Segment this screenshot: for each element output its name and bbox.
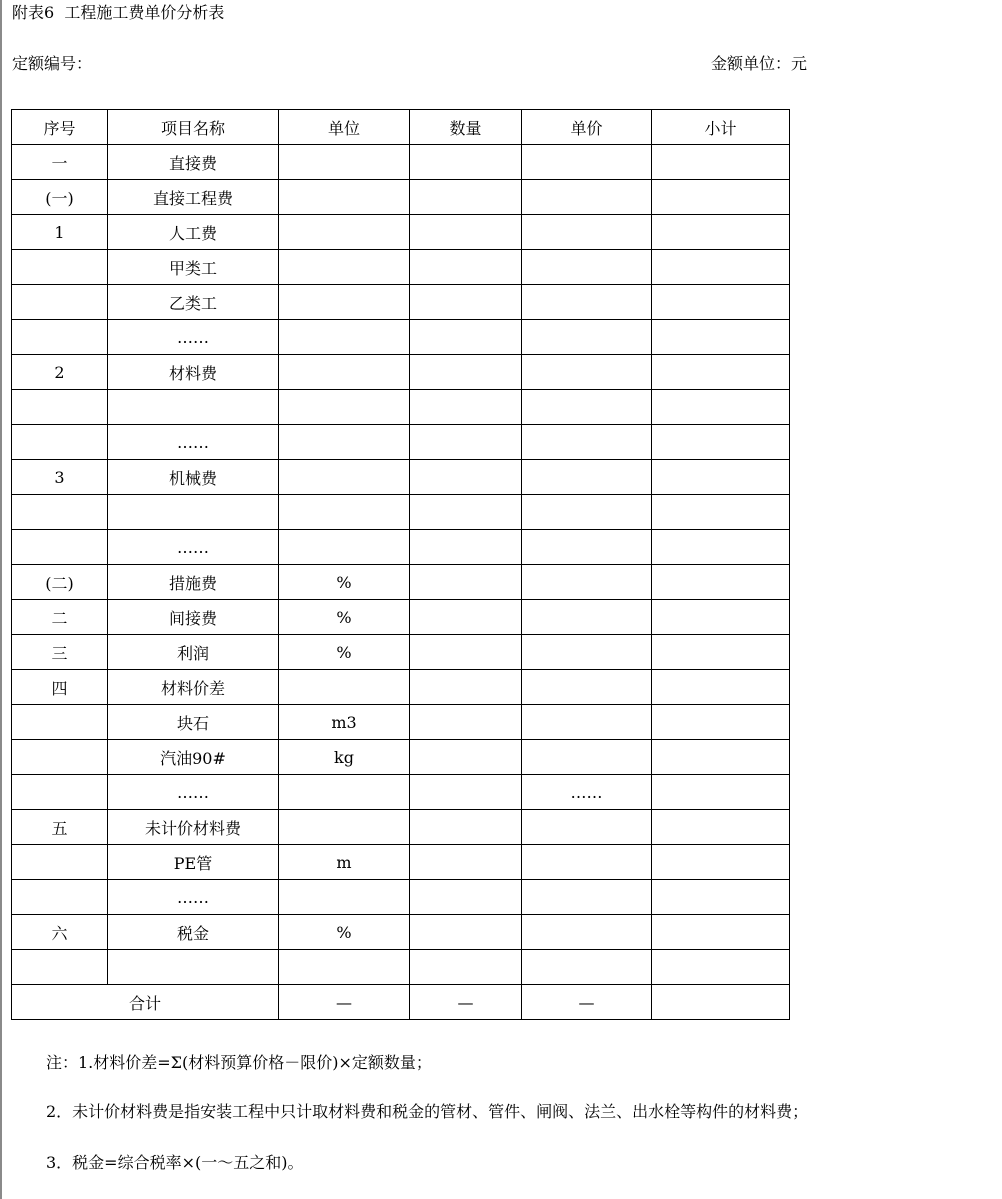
table-row xyxy=(12,845,790,880)
cell-subtotal xyxy=(652,495,790,530)
unit-price-analysis-table xyxy=(11,109,790,1020)
table-row xyxy=(12,355,790,390)
cell-quantity xyxy=(410,635,522,670)
table-row xyxy=(12,425,790,460)
cell-subtotal xyxy=(652,530,790,565)
cell-unit xyxy=(279,775,410,810)
cell-quantity xyxy=(410,775,522,810)
cell-quantity xyxy=(410,180,522,215)
cell-subtotal xyxy=(652,880,790,915)
cell-subtotal xyxy=(652,355,790,390)
cell-quantity xyxy=(410,460,522,495)
cell-quantity xyxy=(410,285,522,320)
cell-seq xyxy=(12,950,108,985)
cell-item-name: …… xyxy=(108,425,279,460)
cell-unit xyxy=(279,215,410,250)
cell-item-name: 材料费 xyxy=(108,355,279,390)
cell-unit-price xyxy=(522,740,652,775)
cell-item-name: 利润 xyxy=(108,635,279,670)
cell-unit-price xyxy=(522,285,652,320)
total-label: 合计 xyxy=(12,985,279,1020)
cell-unit xyxy=(279,390,410,425)
cell-seq xyxy=(12,740,108,775)
cell-seq xyxy=(12,880,108,915)
cell-seq: 二 xyxy=(12,600,108,635)
cell-unit xyxy=(279,530,410,565)
cell-unit: % xyxy=(279,600,410,635)
header-quantity: 数量 xyxy=(410,110,522,145)
cell-unit-price xyxy=(522,180,652,215)
cell-quantity xyxy=(410,670,522,705)
cell-item-name xyxy=(108,495,279,530)
cell-item-name: 汽油90# xyxy=(108,740,279,775)
cell-subtotal xyxy=(652,320,790,355)
table-row xyxy=(12,635,790,670)
cell-unit: % xyxy=(279,915,410,950)
table-header-row xyxy=(12,110,790,145)
table-row xyxy=(12,390,790,425)
note-1: 注：1.材料价差=Σ(材料预算价格－限价)×定额数量； xyxy=(46,1053,432,1072)
cell-item-name: PE管 xyxy=(108,845,279,880)
cell-unit-price xyxy=(522,495,652,530)
cell-unit-price xyxy=(522,565,652,600)
cell-unit xyxy=(279,460,410,495)
note-2: 2．未计价材料费是指安装工程中只计取材料费和税金的管材、管件、闸阀、法兰、出水栓等构件的材料费； xyxy=(46,1102,809,1121)
cell-subtotal xyxy=(652,600,790,635)
cell-quantity xyxy=(410,250,522,285)
cell-subtotal xyxy=(652,670,790,705)
cell-unit-price xyxy=(522,810,652,845)
cell-unit-price xyxy=(522,915,652,950)
cell-quantity xyxy=(410,355,522,390)
header-item-name: 项目名称 xyxy=(108,110,279,145)
cell-subtotal xyxy=(652,145,790,180)
cell-subtotal xyxy=(652,390,790,425)
cell-quantity xyxy=(410,600,522,635)
cell-item-name: 块石 xyxy=(108,705,279,740)
cell-unit-price xyxy=(522,530,652,565)
cell-unit xyxy=(279,250,410,285)
cell-unit-price: …… xyxy=(522,775,652,810)
table-row xyxy=(12,705,790,740)
cell-unit xyxy=(279,320,410,355)
cell-item-name: 乙类工 xyxy=(108,285,279,320)
cell-unit-price xyxy=(522,320,652,355)
cell-quantity xyxy=(410,810,522,845)
cell-unit xyxy=(279,355,410,390)
cell-seq xyxy=(12,425,108,460)
cell-quantity xyxy=(410,565,522,600)
cell-unit: kg xyxy=(279,740,410,775)
cell-subtotal xyxy=(652,915,790,950)
cell-subtotal xyxy=(652,250,790,285)
table-row xyxy=(12,285,790,320)
cell-subtotal xyxy=(652,285,790,320)
cell-item-name: …… xyxy=(108,530,279,565)
cell-seq: 1 xyxy=(12,215,108,250)
table-row xyxy=(12,250,790,285)
table-row xyxy=(12,740,790,775)
cell-quantity xyxy=(410,845,522,880)
cell-unit-price xyxy=(522,215,652,250)
table-row xyxy=(12,320,790,355)
cell-unit: m xyxy=(279,845,410,880)
cell-subtotal xyxy=(652,215,790,250)
cell-unit-price xyxy=(522,390,652,425)
cell-subtotal xyxy=(652,740,790,775)
table-row xyxy=(12,600,790,635)
cell-quantity xyxy=(410,215,522,250)
cell-subtotal xyxy=(652,845,790,880)
cell-seq: (一) xyxy=(12,180,108,215)
table-row xyxy=(12,565,790,600)
cell-unit-price xyxy=(522,355,652,390)
header-subtotal: 小计 xyxy=(652,110,790,145)
cell-item-name: 直接费 xyxy=(108,145,279,180)
cell-unit: % xyxy=(279,635,410,670)
cell-item-name xyxy=(108,950,279,985)
cell-item-name: 甲类工 xyxy=(108,250,279,285)
cell-item-name: …… xyxy=(108,775,279,810)
cell-unit-price xyxy=(522,460,652,495)
cell-quantity xyxy=(410,390,522,425)
cell-item-name: …… xyxy=(108,320,279,355)
cell-unit xyxy=(279,495,410,530)
cell-quantity xyxy=(410,880,522,915)
cell-unit: % xyxy=(279,565,410,600)
total-row xyxy=(12,985,790,1020)
cell-seq: 三 xyxy=(12,635,108,670)
table-row xyxy=(12,775,790,810)
cell-item-name xyxy=(108,390,279,425)
note-3: 3．税金=综合税率×(一～五之和)。 xyxy=(46,1153,304,1172)
cell-unit xyxy=(279,145,410,180)
cell-subtotal xyxy=(652,635,790,670)
table-row xyxy=(12,880,790,915)
table-row xyxy=(12,215,790,250)
cell-unit-price xyxy=(522,845,652,880)
cell-unit-price xyxy=(522,670,652,705)
cell-seq xyxy=(12,320,108,355)
cell-seq xyxy=(12,285,108,320)
table-row xyxy=(12,530,790,565)
cell-unit-price xyxy=(522,145,652,180)
cell-seq xyxy=(12,845,108,880)
cell-unit: m3 xyxy=(279,705,410,740)
header-unit: 单位 xyxy=(279,110,410,145)
total-unit: — xyxy=(279,985,410,1020)
cell-seq xyxy=(12,530,108,565)
cell-item-name: 人工费 xyxy=(108,215,279,250)
cell-seq: 五 xyxy=(12,810,108,845)
cell-seq xyxy=(12,250,108,285)
cell-unit xyxy=(279,880,410,915)
table-row xyxy=(12,180,790,215)
cell-seq: 四 xyxy=(12,670,108,705)
page-left-border xyxy=(0,0,2,1199)
cell-unit-price xyxy=(522,880,652,915)
cell-seq: 3 xyxy=(12,460,108,495)
table-row xyxy=(12,810,790,845)
total-price: — xyxy=(522,985,652,1020)
table-row xyxy=(12,670,790,705)
cell-item-name: 税金 xyxy=(108,915,279,950)
cell-unit xyxy=(279,670,410,705)
cell-item-name: 未计价材料费 xyxy=(108,810,279,845)
cell-seq: 六 xyxy=(12,915,108,950)
cell-item-name: 材料价差 xyxy=(108,670,279,705)
cell-seq xyxy=(12,775,108,810)
cell-quantity xyxy=(410,530,522,565)
cell-unit-price xyxy=(522,425,652,460)
cell-quantity xyxy=(410,495,522,530)
cell-quantity xyxy=(410,740,522,775)
cell-seq xyxy=(12,705,108,740)
cell-unit xyxy=(279,810,410,845)
cell-seq xyxy=(12,390,108,425)
cell-seq: 2 xyxy=(12,355,108,390)
cell-unit-price xyxy=(522,950,652,985)
quota-code-label: 定额编号： xyxy=(12,54,93,73)
table-row xyxy=(12,950,790,985)
header-unit-price: 单价 xyxy=(522,110,652,145)
cell-quantity xyxy=(410,915,522,950)
cell-subtotal xyxy=(652,565,790,600)
cell-subtotal xyxy=(652,950,790,985)
table-row xyxy=(12,495,790,530)
cell-unit-price xyxy=(522,635,652,670)
document-title: 附表6 工程施工费单价分析表 xyxy=(12,3,225,22)
total-subtotal xyxy=(652,985,790,1020)
cell-subtotal xyxy=(652,425,790,460)
cell-item-name: 措施费 xyxy=(108,565,279,600)
table-row xyxy=(12,915,790,950)
header-seq: 序号 xyxy=(12,110,108,145)
cell-unit-price xyxy=(522,600,652,635)
cell-quantity xyxy=(410,145,522,180)
currency-unit-label: 金额单位：元 xyxy=(711,54,808,73)
cell-seq xyxy=(12,495,108,530)
table-body xyxy=(12,145,790,985)
cell-subtotal xyxy=(652,460,790,495)
table-row xyxy=(12,460,790,495)
cell-seq: 一 xyxy=(12,145,108,180)
cell-subtotal xyxy=(652,180,790,215)
table-row xyxy=(12,145,790,180)
cell-item-name: …… xyxy=(108,880,279,915)
cell-unit-price xyxy=(522,250,652,285)
cell-quantity xyxy=(410,950,522,985)
cell-quantity xyxy=(410,320,522,355)
cell-seq: (二) xyxy=(12,565,108,600)
cell-subtotal xyxy=(652,810,790,845)
cell-item-name: 间接费 xyxy=(108,600,279,635)
cell-quantity xyxy=(410,425,522,460)
cell-subtotal xyxy=(652,705,790,740)
cell-unit xyxy=(279,425,410,460)
cell-unit xyxy=(279,180,410,215)
cell-unit xyxy=(279,285,410,320)
total-quantity: — xyxy=(410,985,522,1020)
cell-unit-price xyxy=(522,705,652,740)
cell-item-name: 直接工程费 xyxy=(108,180,279,215)
cell-subtotal xyxy=(652,775,790,810)
cell-quantity xyxy=(410,705,522,740)
cell-unit xyxy=(279,950,410,985)
cell-item-name: 机械费 xyxy=(108,460,279,495)
